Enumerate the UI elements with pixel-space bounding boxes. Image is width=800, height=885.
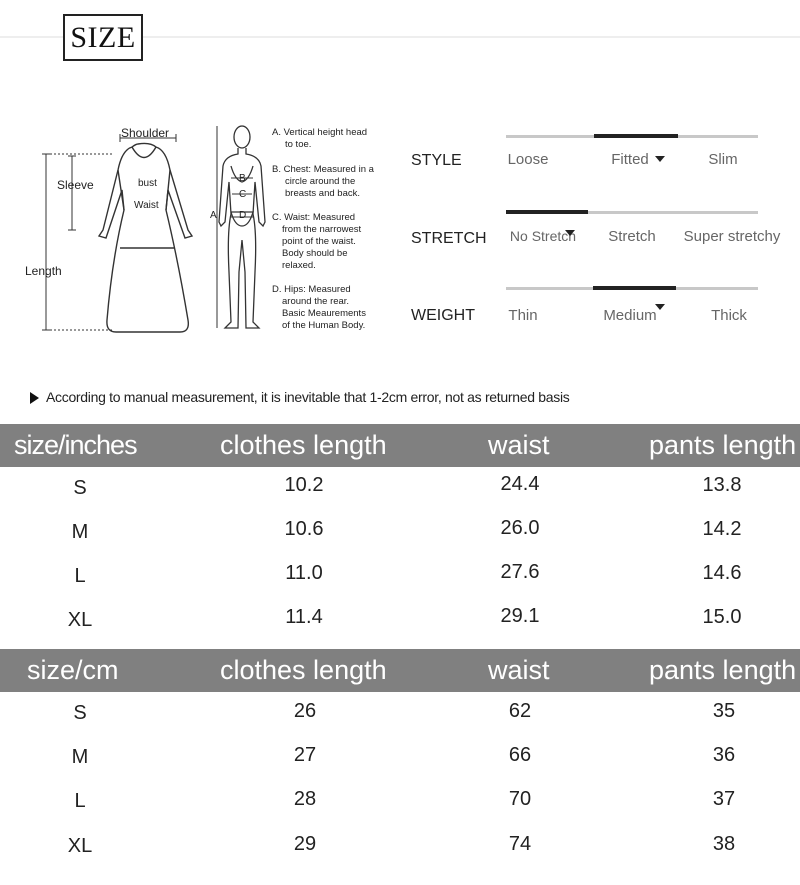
cm-cell-pants-length: 35 [712, 700, 736, 722]
definition-c-line: Body should be [282, 248, 348, 259]
sleeve-label: Sleeve [57, 178, 94, 192]
stretch-selected-segment [506, 210, 588, 214]
definition-b-line: breasts and back. [285, 188, 360, 199]
cm-cell-waist: 62 [508, 700, 532, 722]
style-option-loose: Loose [507, 151, 549, 168]
body-figure [205, 122, 275, 334]
cm-cell-waist: 70 [508, 788, 532, 810]
inches-header-clothes-length: clothes length [220, 430, 387, 460]
definition-b-line: circle around the [285, 176, 356, 187]
definition-a [272, 127, 367, 151]
definition-c-line: C. Waist: Measured [272, 212, 356, 223]
measurement-note: According to manual measurement, it is inevitable that 1-2cm error, not as returned basis [46, 389, 570, 405]
dress-outline [99, 143, 192, 332]
inches-cell-clothes-length: 10.6 [284, 518, 324, 540]
weight-option-thin: Thin [508, 307, 538, 324]
cm-header-pants-length: pants length [649, 655, 797, 685]
cm-cell-size: S [73, 702, 87, 724]
cm-table-header [0, 649, 800, 692]
style-selected-segment [594, 134, 678, 138]
size-heading: SIZE [63, 14, 143, 61]
definition-b [272, 164, 374, 200]
inches-header-size: size/inches [14, 430, 137, 460]
definition-c-line: from the narrowest [282, 224, 362, 235]
cm-cell-waist: 74 [508, 833, 532, 855]
definition-a-line: to toe. [285, 139, 312, 150]
weight-label: WEIGHT [411, 307, 475, 324]
inches-header-pants-length: pants length [649, 430, 797, 460]
note-arrow-icon [30, 392, 39, 404]
inches-cell-clothes-length: 11.4 [285, 606, 323, 628]
inches-cell-pants-length: 13.8 [702, 474, 742, 496]
waist-diagram-label: Waist [134, 200, 159, 211]
stretch-option-no-stretch: No Stretch [509, 228, 577, 244]
weight-option-thick: Thick [711, 307, 747, 324]
definition-c [272, 212, 361, 272]
cm-cell-pants-length: 37 [712, 788, 736, 810]
definition-d-line: around the rear. [282, 296, 350, 307]
dress-diagram [20, 120, 200, 340]
inches-cell-clothes-length: 11.0 [285, 562, 323, 584]
mark-d: D [239, 210, 247, 221]
stretch-option-super-stretchy: Super stretchy [683, 228, 781, 245]
stretch-option-stretch: Stretch [608, 228, 656, 245]
mark-b: B [239, 173, 246, 184]
style-option-slim: Slim [708, 151, 738, 168]
inches-table-header [0, 424, 800, 467]
cm-cell-size: L [74, 790, 86, 812]
inches-cell-size: S [73, 477, 87, 499]
shoulder-label: Shoulder [121, 126, 170, 140]
cm-header-waist: waist [488, 655, 550, 685]
style-marker-icon [655, 156, 665, 162]
definition-a-line: A. Vertical height head [272, 127, 368, 138]
inches-cell-pants-length: 15.0 [702, 606, 742, 628]
stretch-label: STRETCH [411, 230, 487, 247]
cm-cell-clothes-length: 29 [293, 833, 317, 855]
cm-cell-pants-length: 38 [712, 833, 736, 855]
weight-option-medium: Medium [603, 307, 657, 324]
cm-cell-size: XL [67, 835, 93, 857]
weight-marker-icon [655, 304, 665, 310]
inches-header-waist: waist [488, 430, 550, 460]
definition-c-line: relaxed. [282, 260, 316, 271]
cm-header-clothes-length: clothes length [220, 655, 387, 685]
definition-d-line: D. Hips: Measured [272, 284, 351, 295]
style-option-fitted: Fitted [611, 151, 649, 168]
inches-cell-pants-length: 14.2 [702, 518, 742, 540]
weight-selected-segment [593, 286, 676, 290]
cm-cell-pants-length: 36 [712, 744, 736, 766]
cm-cell-clothes-length: 26 [293, 700, 317, 722]
length-label: Length [25, 264, 62, 278]
mark-a: A [210, 210, 217, 221]
inches-cell-size: M [71, 521, 89, 543]
cm-cell-size: M [71, 746, 89, 768]
inches-cell-waist: 24.4 [500, 473, 540, 495]
definition-d-line: Basic Meaurements [282, 308, 366, 319]
inches-cell-size: L [74, 565, 86, 587]
cm-cell-clothes-length: 28 [293, 788, 317, 810]
mark-c: C [239, 189, 247, 200]
inches-cell-waist: 26.0 [500, 517, 540, 539]
inches-cell-pants-length: 14.6 [702, 562, 742, 584]
inches-cell-waist: 27.6 [500, 561, 540, 583]
style-label: STYLE [411, 152, 462, 169]
definition-d [272, 284, 366, 332]
inches-cell-size: XL [67, 609, 93, 631]
definition-b-line: B. Chest: Measured in a [272, 164, 374, 175]
stretch-marker-icon [565, 230, 575, 236]
definition-c-line: point of the waist. [282, 236, 356, 247]
bust-label: bust [138, 178, 157, 189]
inches-cell-clothes-length: 10.2 [284, 474, 324, 496]
definition-d-line: of the Human Body. [282, 320, 366, 331]
cm-cell-clothes-length: 27 [293, 744, 317, 766]
cm-header-size: size/cm [27, 655, 119, 685]
inches-cell-waist: 29.1 [500, 605, 540, 627]
cm-cell-waist: 66 [508, 744, 532, 766]
